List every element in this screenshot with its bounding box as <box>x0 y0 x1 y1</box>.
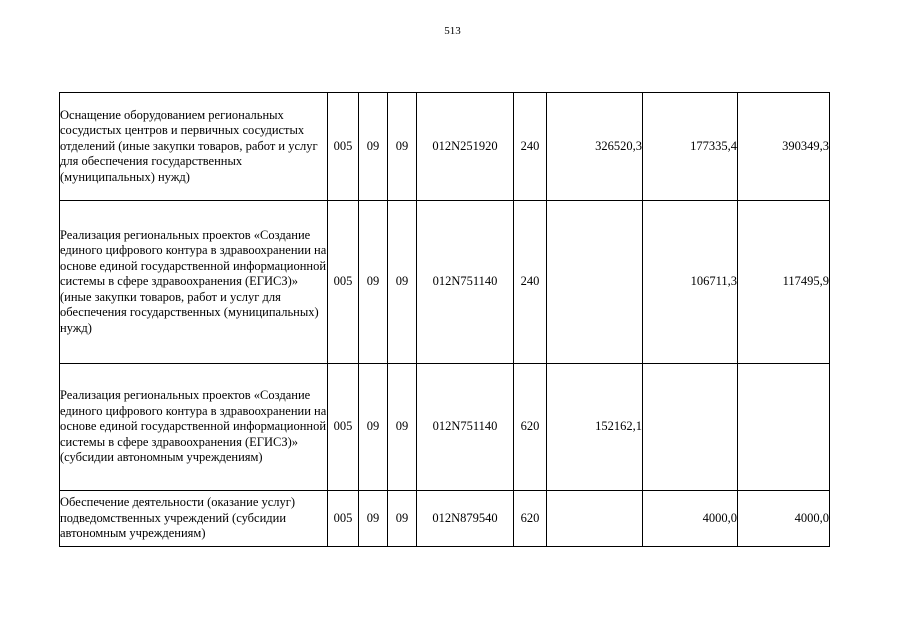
target-article-cell: 012N751140 <box>417 201 514 364</box>
row-name-cell: Обеспечение деятельности (оказание услуг) подведомственных учреждений (субсидии автономным учреждениям) <box>60 491 328 547</box>
ministry-code-cell: 005 <box>328 201 359 364</box>
amount-1-cell: 326520,3 <box>547 93 643 201</box>
subsection-code-cell: 09 <box>388 364 417 491</box>
amount-3-cell: 117495,9 <box>738 201 830 364</box>
target-article-cell: 012N879540 <box>417 491 514 547</box>
expense-type-cell: 240 <box>514 93 547 201</box>
section-code-cell: 09 <box>359 491 388 547</box>
amount-3-cell: 4000,0 <box>738 491 830 547</box>
ministry-code-cell: 005 <box>328 491 359 547</box>
amount-1-cell: 152162,1 <box>547 364 643 491</box>
amount-2-cell <box>643 364 738 491</box>
section-code-cell: 09 <box>359 93 388 201</box>
page-number: 513 <box>444 25 461 37</box>
budget-table <box>59 92 830 547</box>
amount-2-cell: 177335,4 <box>643 93 738 201</box>
table-row <box>60 201 830 364</box>
subsection-code-cell: 09 <box>388 201 417 364</box>
section-code-cell: 09 <box>359 201 388 364</box>
amount-2-cell: 106711,3 <box>643 201 738 364</box>
row-name-cell: Оснащение оборудованием региональных сосудистых центров и первичных сосудистых отделений (иные закупки товаров, работ и услуг для обеспечения государственных (муниципальных) нужд) <box>60 93 328 201</box>
amount-2-cell: 4000,0 <box>643 491 738 547</box>
amount-3-cell: 390349,3 <box>738 93 830 201</box>
row-name-cell: Реализация региональных проектов «Создание единого цифрового контура в здравоохранении на основе единой государственной информационной системы в сфере здравоохранения (ЕГИСЗ)» (иные закупки товаров, работ и услуг для обеспечения государственных (муниципальных) нужд) <box>60 201 328 364</box>
subsection-code-cell: 09 <box>388 491 417 547</box>
expense-type-cell: 620 <box>514 491 547 547</box>
table-row <box>60 93 830 201</box>
target-article-cell: 012N751140 <box>417 364 514 491</box>
table-row <box>60 491 830 547</box>
amount-1-cell <box>547 491 643 547</box>
subsection-code-cell: 09 <box>388 93 417 201</box>
table-row <box>60 364 830 491</box>
target-article-cell: 012N251920 <box>417 93 514 201</box>
amount-1-cell <box>547 201 643 364</box>
expense-type-cell: 620 <box>514 364 547 491</box>
amount-3-cell <box>738 364 830 491</box>
expense-type-cell: 240 <box>514 201 547 364</box>
ministry-code-cell: 005 <box>328 93 359 201</box>
ministry-code-cell: 005 <box>328 364 359 491</box>
section-code-cell: 09 <box>359 364 388 491</box>
row-name-cell: Реализация региональных проектов «Создание единого цифрового контура в здравоохранении на основе единой государственной информационной системы в сфере здравоохранения (ЕГИСЗ)» (субсидии автономным учреждениям) <box>60 364 328 491</box>
